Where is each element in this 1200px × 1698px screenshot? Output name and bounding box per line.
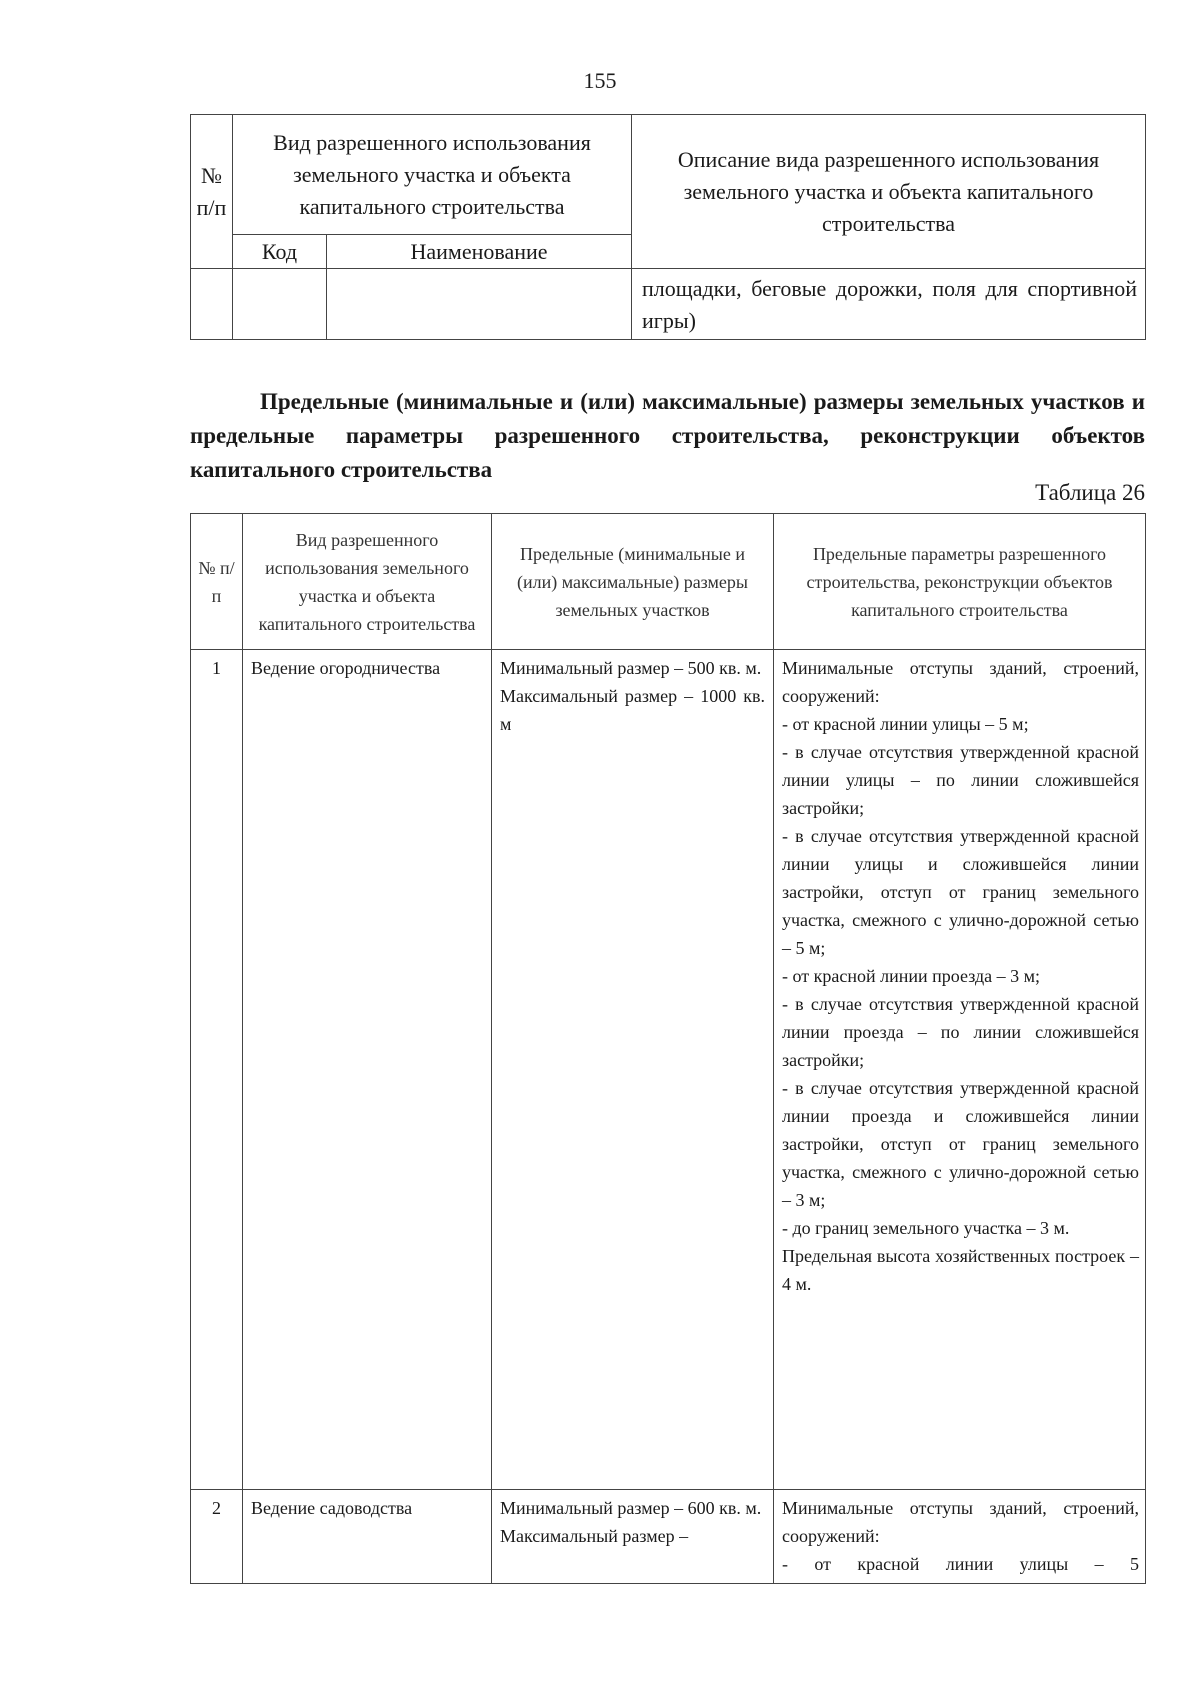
param-line: - в случае отсутствия утвержденной красной линии проезда – по линии сложившейся застройки; — [782, 994, 1139, 1070]
cell-code-empty — [233, 269, 327, 340]
header-code: Код — [233, 235, 327, 269]
param-line: - от красной линии улицы – 5 м; — [782, 714, 1029, 734]
t2-header-params: Предельные параметры разрешенного строительства, реконструкции объектов капитального строительства — [774, 514, 1146, 650]
param-line: Предельная высота хозяйственных построек – 4 м. — [782, 1246, 1139, 1294]
param-line: - в случае отсутствия утвержденной красной линии улицы и сложившейся линии застройки, отступ от границ земельного участка, смежного с улично-дорожной сетью – 5 м; — [782, 826, 1139, 958]
param-line: - в случае отсутствия утвержденной красной линии проезда и сложившейся линии застройки, отступ от границ земельного участка, смежного с улично-дорожной сетью – 3 м; — [782, 1078, 1139, 1210]
size-max: Максимальный размер – 1000 кв. м — [500, 686, 765, 734]
row-use-name: Ведение садоводства — [243, 1490, 492, 1584]
header-use-group: Вид разрешенного использования земельного участка и объекта капитального строительства — [233, 115, 632, 235]
header-num: № п/п — [191, 115, 233, 269]
param-line: - от красной линии проезда – 3 м; — [782, 966, 1041, 986]
t2-header-use: Вид разрешенного использования земельного участка и объекта капитального строительства — [243, 514, 492, 650]
table-label: Таблица 26 — [1035, 480, 1145, 505]
row-num: 1 — [191, 650, 243, 1490]
cell-name-empty — [327, 269, 632, 340]
t2-header-size: Предельные (минимальные и (или) максимальные) размеры земельных участков — [492, 514, 774, 650]
param-line: Минимальные отступы зданий, строений, сооружений: — [782, 1498, 1139, 1546]
use-types-table — [190, 114, 1146, 340]
t2-header-num: № п/п — [191, 514, 243, 650]
param-line: - от красной линии улицы – 5 — [782, 1554, 1139, 1574]
param-line: - в случае отсутствия утвержденной красной линии улицы – по линии сложившейся застройки; — [782, 742, 1139, 818]
row-size — [492, 650, 774, 1490]
row-num: 2 — [191, 1490, 243, 1584]
size-min: Минимальный размер – 500 кв. м. — [500, 658, 762, 678]
param-line: Минимальные отступы зданий, строений, сооружений: — [782, 658, 1139, 706]
page-number: 155 — [583, 68, 617, 93]
size-min: Минимальный размер – 600 кв. м. — [500, 1498, 762, 1518]
table-row — [191, 650, 1146, 1490]
header-name: Наименование — [327, 235, 632, 269]
param-line: - до границ земельного участка – 3 м. — [782, 1218, 1070, 1238]
section-heading: Предельные (минимальные и (или) максимальные) размеры земельных участков и предельные параметры разрешенного строительства, реконструкции объектов капитального строительства — [190, 389, 1145, 482]
parameters-table — [190, 513, 1146, 1584]
header-description: Описание вида разрешенного использования земельного участка и объекта капитального строительства — [632, 115, 1146, 269]
row-params — [774, 650, 1146, 1490]
row-size — [492, 1490, 774, 1584]
row-use-name: Ведение огородничества — [243, 650, 492, 1490]
row-params — [774, 1490, 1146, 1584]
table-row — [191, 1490, 1146, 1584]
cell-num-empty — [191, 269, 233, 340]
cell-description-continued: площадки, беговые дорожки, поля для спортивной игры) — [632, 269, 1146, 340]
size-max: Максимальный размер – — [500, 1526, 689, 1546]
